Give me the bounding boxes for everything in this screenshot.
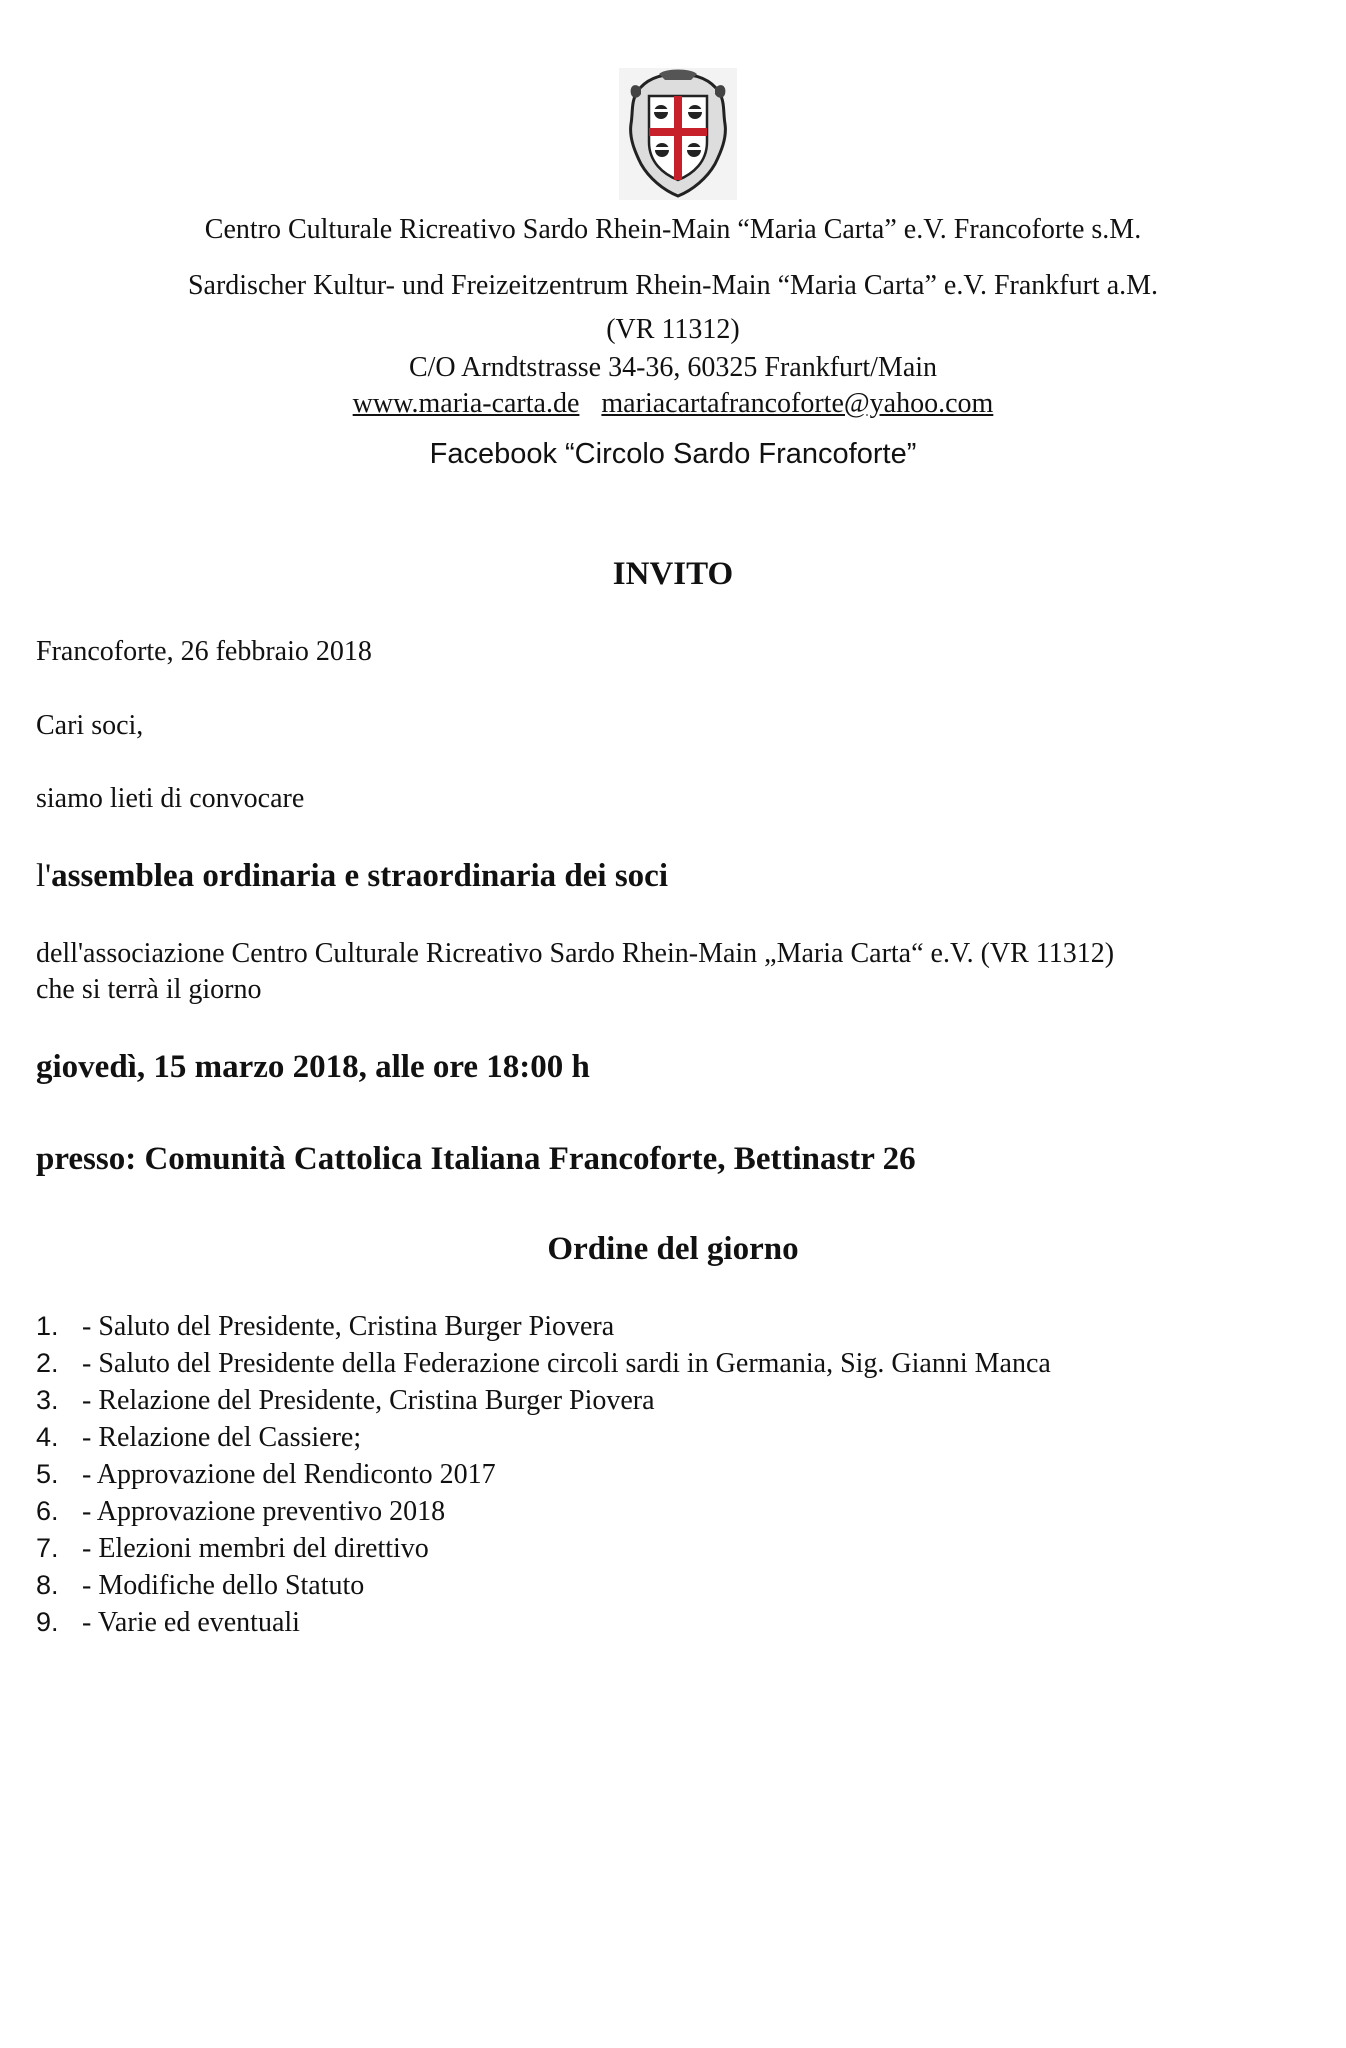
agenda-item-text: - Relazione del Presidente, Cristina Burger Piovera — [82, 1385, 655, 1416]
invitation-title: INVITO — [612, 556, 734, 592]
agenda-item — [36, 1385, 1051, 1422]
agenda-item — [36, 1570, 1051, 1607]
agenda-item — [36, 1533, 1051, 1570]
meeting-datetime: giovedì, 15 marzo 2018, alle ore 18:00 h — [36, 1049, 590, 1085]
agenda-list — [36, 1311, 1051, 1644]
agenda-item-text: - Saluto del Presidente della Federazione circoli sardi in Germania, Sig. Gianni Manca — [82, 1348, 1051, 1379]
assembly-text: assemblea ordinaria e straordinaria dei soci — [51, 858, 668, 894]
agenda-item — [36, 1496, 1051, 1533]
agenda-item-number: 3. — [36, 1385, 59, 1415]
agenda-item — [36, 1422, 1051, 1459]
sardinia-crest-icon — [619, 68, 737, 200]
agenda-item-text: - Modifiche dello Statuto — [82, 1570, 365, 1601]
facebook-group: Facebook “Circolo Sardo Francoforte” — [429, 438, 917, 470]
agenda-item-number: 9. — [36, 1607, 59, 1637]
association-name-german: Sardischer Kultur- und Freizeitzentrum Rhein-Main “Maria Carta” e.V. Frankfurt a.M. — [187, 270, 1159, 301]
registry-number: (VR 11312) — [606, 314, 740, 345]
agenda-item-number: 5. — [36, 1459, 59, 1489]
email-link[interactable]: mariacartafrancoforte@yahoo.com — [601, 388, 994, 419]
agenda-item-number: 6. — [36, 1496, 59, 1526]
agenda-item-text: - Approvazione del Rendiconto 2017 — [82, 1459, 496, 1490]
contact-links — [0, 388, 1346, 420]
crest-graphic — [619, 68, 737, 200]
postal-address: C/O Arndtstrasse 34-36, 60325 Frankfurt/Main — [408, 352, 938, 383]
intro-text: siamo lieti di convocare — [36, 783, 305, 814]
letter-date: Francoforte, 26 febbraio 2018 — [36, 636, 372, 667]
greeting: Cari soci, — [36, 710, 144, 741]
assembly-prefix: l' — [36, 858, 52, 894]
association-line-1: dell'associazione Centro Culturale Ricreativo Sardo Rhein-Main „Maria Carta“ e.V. (VR 11312) — [36, 938, 1115, 969]
agenda-item — [36, 1348, 1051, 1385]
agenda-item — [36, 1459, 1051, 1496]
agenda-item — [36, 1311, 1051, 1348]
agenda-item-text: - Saluto del Presidente, Cristina Burger Piovera — [82, 1311, 615, 1342]
agenda-item-number: 1. — [36, 1311, 59, 1341]
association-paragraph — [36, 936, 1114, 1008]
agenda-item-number: 4. — [36, 1422, 59, 1452]
agenda-title: Ordine del giorno — [547, 1231, 799, 1267]
website-link[interactable]: www.maria-carta.de — [352, 388, 580, 419]
agenda-item — [36, 1607, 1051, 1644]
agenda-item-number: 7. — [36, 1533, 59, 1563]
meeting-location: presso: Comunità Cattolica Italiana Francoforte, Bettinastr 26 — [36, 1141, 916, 1177]
agenda-item-text: - Varie ed eventuali — [82, 1607, 300, 1638]
agenda-item-text: - Elezioni membri del direttivo — [82, 1533, 429, 1564]
assembly-heading — [36, 858, 668, 895]
agenda-item-number: 2. — [36, 1348, 59, 1378]
agenda-item-text: - Approvazione preventivo 2018 — [82, 1496, 446, 1527]
agenda-item-number: 8. — [36, 1570, 59, 1600]
association-name-italian: Centro Culturale Ricreativo Sardo Rhein-Main “Maria Carta” e.V. Francoforte s.M. — [204, 214, 1142, 245]
agenda-item-text: - Relazione del Cassiere; — [82, 1422, 362, 1453]
association-line-2: che si terrà il giorno — [36, 974, 262, 1005]
